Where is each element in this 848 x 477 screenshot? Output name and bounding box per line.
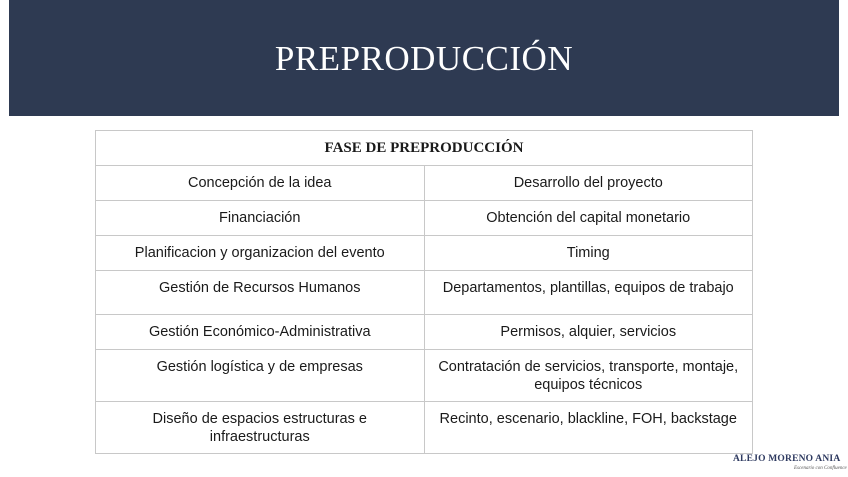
table-cell-left: Financiación xyxy=(96,201,425,236)
table-cell-right: Timing xyxy=(424,236,753,271)
table-row xyxy=(96,236,753,271)
table-header: FASE DE PREPRODUCCIÓN xyxy=(96,131,753,166)
slide-title: PREPRODUCCIÓN xyxy=(274,39,574,78)
title-banner xyxy=(9,0,839,116)
table-cell-left: Gestión Económico-Administrativa xyxy=(96,315,425,350)
table-cell-right: Permisos, alquier, servicios xyxy=(424,315,753,350)
preproduction-table xyxy=(95,130,753,454)
table-row xyxy=(96,271,753,315)
table-cell-left: Diseño de espacios estructuras e infraestructuras xyxy=(96,402,425,454)
table-cell-right: Departamentos, plantillas, equipos de trabajo xyxy=(424,271,753,315)
table-cell-left: Concepción de la idea xyxy=(96,166,425,201)
table-cell-left: Gestión de Recursos Humanos xyxy=(96,271,425,315)
table-cell-right: Obtención del capital monetario xyxy=(424,201,753,236)
table-row xyxy=(96,402,753,454)
table-cell-left: Gestión logística y de empresas xyxy=(96,350,425,402)
table-row xyxy=(96,315,753,350)
table-header-row xyxy=(96,131,753,166)
author-name: ALEJO MORENO ANIA xyxy=(733,454,841,464)
table-cell-right: Recinto, escenario, blackline, FOH, backstage xyxy=(424,402,753,454)
table-cell-left: Planificacion y organizacion del evento xyxy=(96,236,425,271)
table-cell-right: Desarrollo del proyecto xyxy=(424,166,753,201)
table-row xyxy=(96,201,753,236)
table-row xyxy=(96,350,753,402)
table-cell-right: Contratación de servicios, transporte, montaje, equipos técnicos xyxy=(424,350,753,402)
author-subtitle: Escenario con Confluence xyxy=(794,466,847,471)
table-row xyxy=(96,166,753,201)
